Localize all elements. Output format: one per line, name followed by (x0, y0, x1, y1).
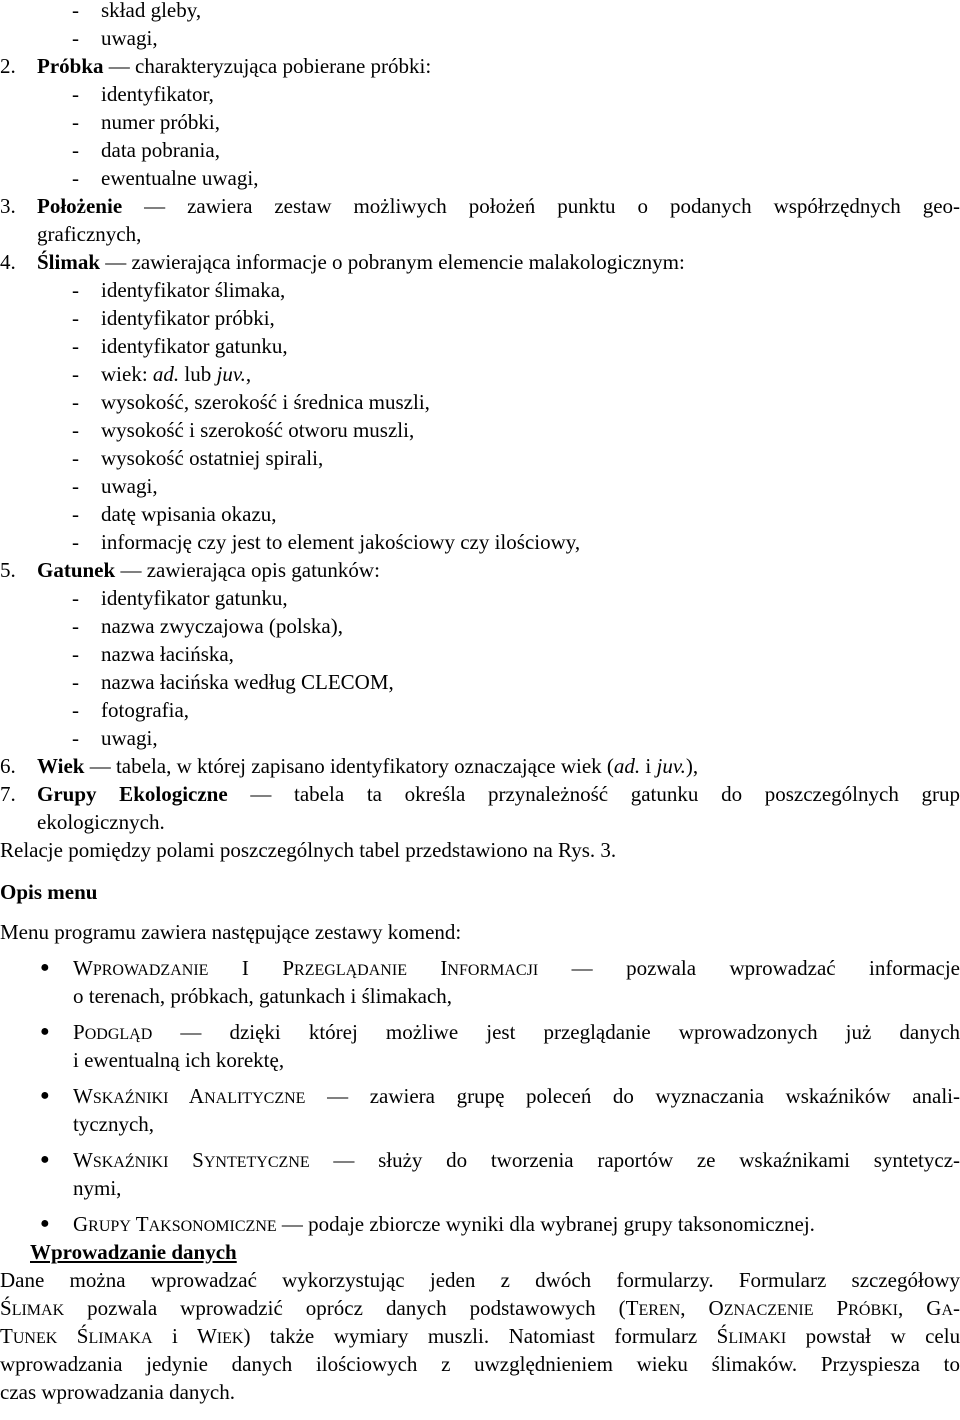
list-item: - ewentualne uwagi, (72, 166, 259, 190)
list-item: - fotografia, (72, 698, 190, 722)
bullet-icon: ● (40, 1215, 50, 1232)
list-item: - identyfikator gatunku, (72, 334, 288, 358)
menu-title: WSKAŹNIKI ANALITYCZNE (73, 1084, 306, 1108)
numbered-item-7: 7. Grupy Ekologiczne — tabela ta określa przynależność gatunku do poszczególnych grup (0, 782, 960, 806)
numbered-item-6: 6. Wiek — tabela, w której zapisano identyfikatory oznaczające wiek (ad. i juv.), (0, 754, 699, 778)
list-item: - uwagi, (72, 474, 158, 498)
list-item: - identyfikator gatunku, (72, 586, 288, 610)
paragraph-line: czas wprowadzania danych. (0, 1380, 235, 1404)
menu-title: WSKAŹNIKI SYNTETYCZNE (73, 1148, 310, 1172)
paragraph-line: TUNEK ŚLIMAKA i WIEK) także wymiary muszli. Natomiast formularz ŚLIMAKI powstał w celu (0, 1324, 960, 1348)
list-item: - data pobrania, (72, 138, 220, 162)
menu-title: GRUPY TAKSONOMICZNE (73, 1212, 277, 1236)
list-item: - nazwa łacińska, (72, 642, 234, 666)
list-item: - identyfikator próbki, (72, 306, 275, 330)
numbered-item-3: 3. Położenie — zawiera zestaw możliwych położeń punktu o podanych współrzędnych geo- (0, 194, 960, 218)
paragraph: Relacje pomiędzy polami poszczególnych tabel przedstawiono na Rys. 3. (0, 838, 617, 862)
list-item: - wiek: ad. lub juv., (72, 362, 252, 386)
menu-title: WPROWADZANIE I PRZEGLĄDANIE INFORMACJI (73, 956, 539, 980)
paragraph-line: wprowadzania jedynie danych ilościowych z uwzględnieniem wieku ślimaków. Przyspiesza to (0, 1352, 960, 1376)
list-item: - identyfikator ślimaka, (72, 278, 286, 302)
list-item: - wysokość ostatniej spirali, (72, 446, 324, 470)
paragraph-line: Dane można wprowadzać wykorzystując jeden z dwóch formularzy. Formularz szczegółowy (0, 1268, 960, 1292)
menu-entry: ● WPROWADZANIE I PRZEGLĄDANIE INFORMACJI — pozwala wprowadzać informacje (40, 956, 960, 980)
section-heading-opis-menu: Opis menu (0, 880, 98, 904)
menu-entry: ● WSKAŹNIKI ANALITYCZNE — zawiera grupę poleceń do wyznaczania wskaźników anali- (40, 1084, 960, 1108)
numbered-item-4: 4. Ślimak — zawierająca informacje o pobranym elemencie malakologicznym: (0, 250, 685, 274)
item-continuation: ekologicznych. (37, 810, 165, 834)
list-item: - uwagi, (72, 26, 158, 50)
list-item: - identyfikator, (72, 82, 214, 106)
list-item: - datę wpisania okazu, (72, 502, 277, 526)
list-item: - wysokość i szerokość otworu muszli, (72, 418, 415, 442)
list-item: - numer próbki, (72, 110, 220, 134)
list-item: - uwagi, (72, 726, 158, 750)
list-item: - nazwa zwyczajowa (polska), (72, 614, 343, 638)
item-continuation: graficznych, (37, 222, 142, 246)
document-page: - skład gleby, - uwagi, 2. Próbka — charakteryzująca pobierane próbki: - identyfikator, - numer próbki, - data pobrania, - ewentualne uwagi, 3. Położenie — zawiera zestaw możliwych położeń punktu o podanych współrzędnych geo- graficznych, 4. Ślimak — zawierająca informacje o pobranym elemencie malakologicznym: - identyfikator ślimaka, - identyfikator próbki, - identyfikator gatunku, - wiek: ad. lub juv., - wysokość, szerokość i średnica muszli, - wysokość i szerokość otworu muszli, - wysokość ostatniej spirali, - uwagi, - datę wpisania okazu, - informację czy jest to element jakościowy czy ilościowy, 5. Gatunek — zawierająca opis gatunków: - identyfikator gatunku, - nazwa zwyczajowa (polska), - nazwa łacińska, - nazwa łacińska według CLECOM, - fotografia, - uwagi, 6. Wiek — tabela, w której zapisano identyfikatory oznaczające wiek (ad. i juv.), 7. Grupy Ekologiczne — tabela ta określa przynależność gatunku do poszczególnych grup ekologicznych. Relacje pomiędzy polami poszczególnych tabel przedstawiono na Rys. 3. Opis menu Menu programu zawiera następujące zestawy komend: ● WPROWADZANIE I PRZEGLĄDANIE INFORMACJI — pozwala wprowadzać informacje o terenach, próbkach, gatunkach i ślimakach, ● PODGLĄD — dzięki której możliwe jest przeglądanie wprowadzonych już danych i ewentualną ich korektę, ● WSKAŹNIKI ANALITYCZNE — zawiera grupę poleceń do wyznaczania wskaźników anali- tycznych, ● WSKAŹNIKI SYNTETYCZNE — służy do tworzenia raportów ze wskaźnikami syntetycz- nymi, ● GRUPY TAKSONOMICZNE — podaje zbiorcze wyniki dla wybranej grupy taksonomicznej. Wprowadzanie danych Dane można wprowadzać wykorzystując jeden z dwóch formularzy. Formularz szczegółowy ŚLIMAK pozwala wprowadzić oprócz danych podstawowych (TEREN, OZNACZENIE PRÓBKI, GA- TUNEK ŚLIMAKA i WIEK) także wymiary muszli. Natomiast formularz ŚLIMAKI powstał w celu wprowadzania jedynie danych ilościowych z uwzględnieniem wieku ślimaków. Przyspiesza to czas wprowadzania danych. (0, 0, 960, 1406)
numbered-item-2: 2. Próbka — charakteryzująca pobierane próbki: (0, 54, 432, 78)
item-title: Próbka (37, 54, 104, 78)
list-item: - skład gleby, (72, 0, 202, 22)
paragraph-line: ŚLIMAK pozwala wprowadzić oprócz danych podstawowych (TEREN, OZNACZENIE PRÓBKI, GA- (0, 1296, 960, 1320)
list-item: - wysokość, szerokość i średnica muszli, (72, 390, 430, 414)
menu-entry: ● WSKAŹNIKI SYNTETYCZNE — służy do tworzenia raportów ze wskaźnikami syntetycz- (40, 1148, 960, 1172)
menu-entry: ● GRUPY TAKSONOMICZNE — podaje zbiorcze wyniki dla wybranej grupy taksonomicznej. (40, 1212, 815, 1236)
section-heading-wprowadzanie: Wprowadzanie danych (30, 1240, 237, 1264)
menu-title: PODGLĄD (73, 1020, 153, 1044)
bullet-icon: ● (40, 1023, 50, 1040)
bullet-icon: ● (40, 1087, 50, 1104)
bullet-icon: ● (40, 959, 50, 976)
numbered-item-5: 5. Gatunek — zawierająca opis gatunków: (0, 558, 380, 582)
menu-entry: ● PODGLĄD — dzięki której możliwe jest przeglądanie wprowadzonych już danych (40, 1020, 960, 1044)
bullet-icon: ● (40, 1151, 50, 1168)
paragraph: Menu programu zawiera następujące zestawy komend: (0, 920, 462, 944)
list-item: - nazwa łacińska według CLECOM, (72, 670, 394, 694)
list-item: - informację czy jest to element jakościowy czy ilościowy, (72, 530, 581, 554)
